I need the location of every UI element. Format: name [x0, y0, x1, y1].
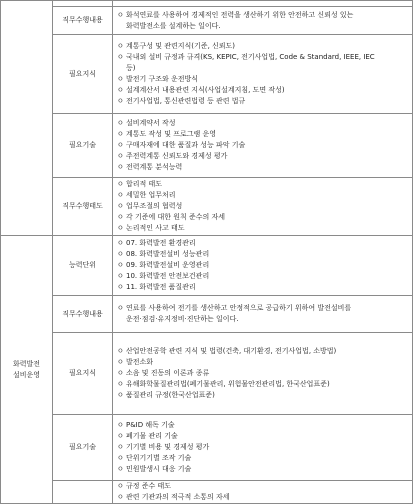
- row-content: [113, 236, 413, 296]
- content-text: 유해화학물질관리법(폐기물관리, 위험물안전관리법, 한국산업표준): [126, 380, 330, 388]
- content-text: 단위기기별 조작 기술: [126, 454, 192, 462]
- bullet-icon: ㅇ: [117, 465, 124, 473]
- content-text: 설계계산서 내용관련 지식(사업설계지침, 도면 작성): [126, 86, 285, 94]
- table-row: [1, 114, 413, 178]
- content-text: 소음 및 진동의 이론과 종류: [126, 369, 210, 377]
- content-text: 품질관리 규정(한국산업표준): [126, 391, 215, 399]
- content-text: 설비계약서 작성: [126, 119, 176, 127]
- content-line: [117, 190, 409, 201]
- bullet-icon: ㅇ: [117, 163, 124, 171]
- row-label: 필요기술: [53, 415, 113, 481]
- row-content: [113, 481, 413, 504]
- content-text: 주전력계통 신뢰도와 경제성 평가: [126, 152, 228, 160]
- content-line: [117, 238, 409, 249]
- bullet-icon: ㅇ: [117, 493, 124, 501]
- content-line: [117, 96, 409, 107]
- bullet-icon: ㅇ: [117, 86, 124, 94]
- content-line: [117, 481, 409, 492]
- table-row: [1, 178, 413, 236]
- content-text: 계통구성 및 관련지식(기준, 신뢰도): [126, 42, 236, 50]
- content-line: [117, 249, 409, 260]
- bullet-icon: ㅇ: [117, 53, 124, 61]
- content-line: [117, 390, 409, 401]
- content-text: 07. 화력발전 환경관리: [126, 239, 196, 247]
- bullet-icon: ㅇ: [117, 202, 124, 210]
- bullet-icon: ㅇ: [117, 130, 124, 138]
- content-line: [117, 271, 409, 282]
- bullet-icon: ㅇ: [117, 250, 124, 258]
- bullet-icon: ㅇ: [117, 380, 124, 388]
- content-text: 산업안전공학 관련 지식 및 법령(건축, 대기환경, 전기사업법, 소방법): [126, 347, 337, 355]
- content-line: [117, 314, 409, 325]
- bullet-icon: ㅇ: [117, 421, 124, 429]
- group-label: 화력발전 설비운영: [1, 236, 53, 504]
- content-line: [117, 492, 409, 503]
- bullet-icon: ㅇ: [117, 482, 124, 490]
- content-line: [117, 282, 409, 293]
- bullet-icon: ㅇ: [117, 42, 124, 50]
- group-cell-blank: [1, 1, 53, 236]
- bullet-icon: ㅇ: [117, 152, 124, 160]
- bullet-icon: ㅇ: [117, 347, 124, 355]
- content-text: 논리적인 사고 태도: [126, 224, 185, 232]
- row-content: [113, 35, 413, 114]
- content-line: [117, 303, 409, 314]
- table-row: [1, 333, 413, 415]
- row-label: 직무수행내용: [53, 296, 113, 333]
- content-text: 10. 화력발전 안전보건관리: [126, 272, 210, 280]
- content-text: 화석연료를 사용하여 경제적인 전력을 생산하기 위한 안전하고 신뢰성 있는: [126, 10, 354, 19]
- row-label: 직무수행태도: [53, 178, 113, 236]
- content-text: 폐기물 관리 기술: [126, 432, 178, 440]
- bullet-icon: ㅇ: [117, 10, 124, 19]
- bullet-icon: ㅇ: [117, 358, 124, 366]
- content-line: [117, 179, 409, 190]
- bullet-icon: ㅇ: [117, 180, 124, 188]
- bullet-icon: ㅇ: [117, 432, 124, 440]
- row-label: 직무수행내용: [53, 7, 113, 35]
- table-row: [1, 481, 413, 504]
- content-line: [117, 21, 409, 32]
- row-content: [113, 178, 413, 236]
- content-line: [117, 140, 409, 151]
- bullet-icon: ㅇ: [117, 141, 124, 149]
- row-label: 필요기술: [53, 114, 113, 178]
- table-row: [1, 415, 413, 481]
- bullet-icon: ㅇ: [117, 97, 124, 105]
- content-line: [117, 431, 409, 442]
- row-content: [113, 114, 413, 178]
- content-text: 11. 화력발전 품질관리: [126, 283, 196, 291]
- content-text: 발전소화: [126, 358, 154, 366]
- content-line: [117, 368, 409, 379]
- bullet-icon: ㅇ: [117, 304, 124, 312]
- bullet-icon: ㅇ: [117, 239, 124, 247]
- bullet-icon: ㅇ: [117, 369, 124, 377]
- content-text: 운전·점검·유지정비·진단하는 일이다.: [126, 315, 239, 323]
- bullet-icon: ㅇ: [117, 272, 124, 280]
- content-text: 화력발전소를 설계하는 일이다.: [126, 21, 221, 30]
- bullet-icon: ㅇ: [117, 75, 124, 83]
- content-text: 09. 화력발전설비 운영관리: [126, 261, 210, 269]
- bullet-icon: ㅇ: [117, 283, 124, 291]
- content-text: 합리적 태도: [126, 180, 163, 188]
- content-text: 등): [126, 64, 136, 72]
- content-line: [117, 52, 409, 63]
- content-text: 발전기 구조와 운전방식: [126, 75, 199, 83]
- content-line: [117, 118, 409, 129]
- bullet-icon: ㅇ: [117, 119, 124, 127]
- content-line: [117, 379, 409, 390]
- content-line: [117, 10, 409, 21]
- content-text: 관련 기관과의 적극적 소통의 자세: [126, 493, 230, 501]
- content-line: [117, 41, 409, 52]
- content-text: 전기사업법, 통신관련법령 등 관련 법규: [126, 97, 246, 105]
- row-content: [113, 7, 413, 35]
- row-label: 능력단위: [53, 236, 113, 296]
- content-line: [117, 151, 409, 162]
- row-label: 필요지식: [53, 35, 113, 114]
- row-content: [113, 415, 413, 481]
- bullet-icon: ㅇ: [117, 454, 124, 462]
- content-line: [117, 212, 409, 223]
- table-row: [1, 35, 413, 114]
- content-line: [117, 201, 409, 212]
- content-line: [117, 357, 409, 368]
- content-text: 국내외 설비 규정과 규격(KS, KEPIC, 전기사업법, Code & Standard, IEEE, IEC: [126, 53, 375, 61]
- bullet-icon: ㅇ: [117, 213, 124, 221]
- content-line: [117, 223, 409, 234]
- content-line: [117, 453, 409, 464]
- content-line: [117, 346, 409, 357]
- content-text: 연료를 사용하여 전기를 생산하고 안정적으로 공급하기 위하여 발전설비를: [126, 304, 352, 312]
- content-text: 각 기준에 대한 원칙 준수의 자세: [126, 213, 226, 221]
- content-line: [117, 420, 409, 431]
- bullet-icon: ㅇ: [117, 261, 124, 269]
- table-row: [1, 296, 413, 333]
- content-line: [117, 162, 409, 173]
- content-line: [117, 260, 409, 271]
- content-line: [117, 85, 409, 96]
- content-line: [117, 74, 409, 85]
- bullet-icon: ㅇ: [117, 391, 124, 399]
- content-line: [117, 464, 409, 475]
- content-text: 업무조절의 협력성: [126, 202, 183, 210]
- content-text: 기기별 비용 및 경제성 평가: [126, 443, 210, 451]
- content-text: 08. 화력발전설비 성능관리: [126, 250, 210, 258]
- row-label: 필요지식: [53, 333, 113, 415]
- table-row: [1, 7, 413, 35]
- content-text: 구매자재에 대한 품질과 성능 파악 기술: [126, 141, 246, 149]
- row-content: [113, 296, 413, 333]
- bullet-icon: ㅇ: [117, 443, 124, 451]
- content-line: [117, 63, 409, 74]
- content-text: 전력계통 분석능력: [126, 163, 183, 171]
- content-text: 계통도 작성 및 프로그램 운영: [126, 130, 217, 138]
- content-text: 민원발생시 대응 기술: [126, 465, 192, 473]
- bullet-icon: ㅇ: [117, 191, 124, 199]
- row-label: [53, 481, 113, 504]
- table-row: [1, 236, 413, 296]
- content-text: 세밀한 업무처리: [126, 191, 176, 199]
- row-content: [113, 333, 413, 415]
- content-text: 규정 준수 태도: [126, 482, 172, 490]
- content-text: P&ID 해독 기술: [126, 421, 175, 429]
- content-line: [117, 129, 409, 140]
- bullet-icon: ㅇ: [117, 224, 124, 232]
